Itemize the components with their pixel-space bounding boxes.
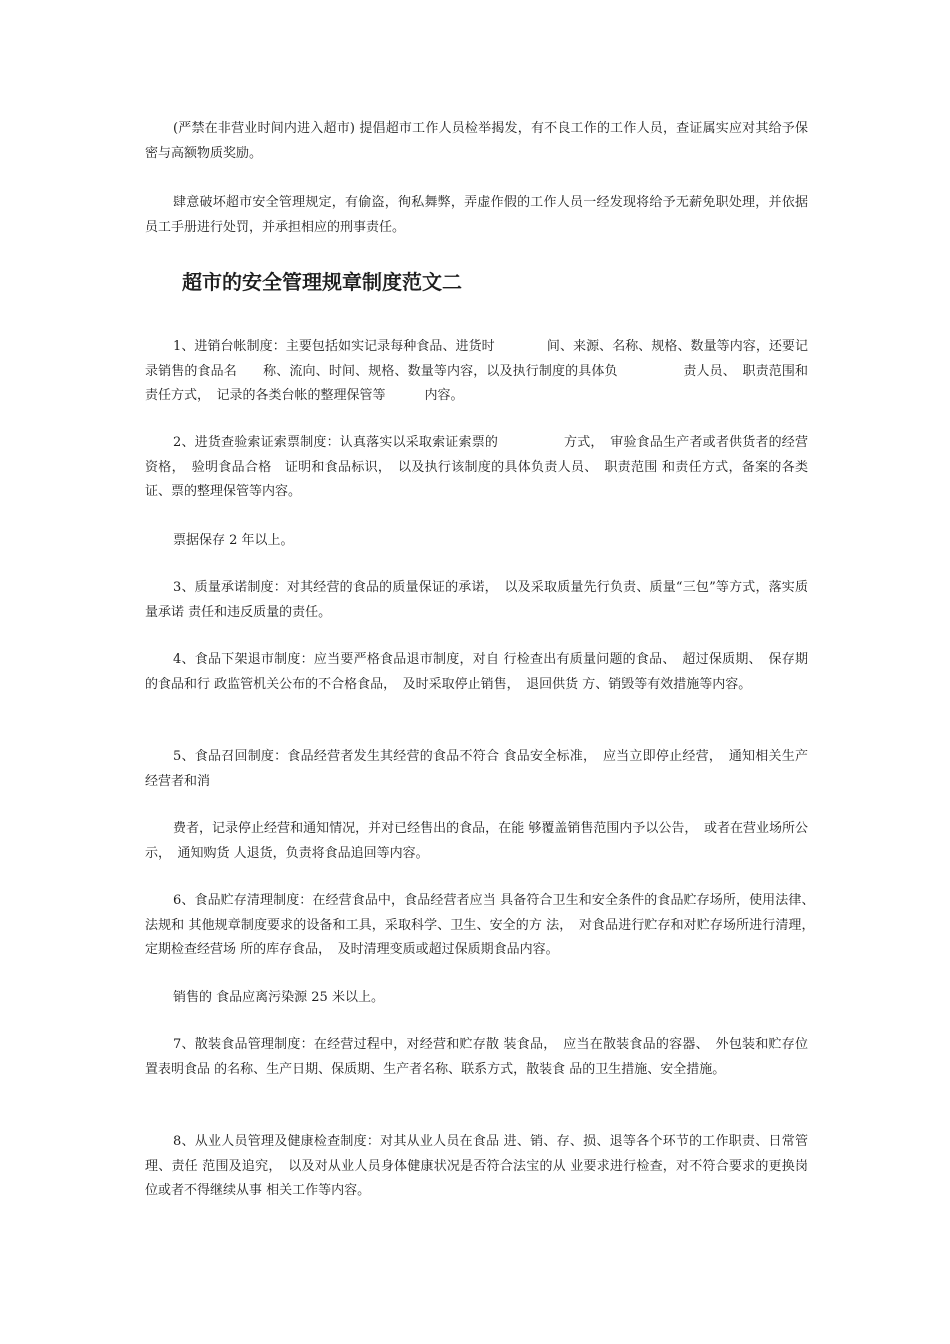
- intro-paragraph-1: (严禁在非营业时间内进入超市) 提倡超市工作人员检举揭发，有不良工作的工作人员，查证属实应对其给予保密与高额物质奖励。: [145, 121, 808, 161]
- item-2-paragraph: 2、进货查验索证索票制度：认真落实以采取索证索票的 方式， 审验食品生产者或者供货者的经营资格， 验明食品合格 证明和食品标识， 以及执行该制度的具体负责人员、 职责范围 和责任方式，备案的各类证、票的整理保管等内容。: [145, 435, 808, 499]
- item-8-paragraph: 8、从业人员管理及健康检查制度：对其从业人员在食品 进、销、存、损、退等各个环节的工作职责、日常管理、责任 范围及追究， 以及对从业人员身体健康状况是否符合法宝的从 业要求进行检查，对不符合要求的更换岗位或者不得继续从事 相关工作等内容。: [145, 1134, 808, 1198]
- item-6-paragraph: 6、食品贮存清理制度：在经营食品中，食品经营者应当 具备符合卫生和安全条件的食品贮存场所，使用法律、 法规和 其他规章制度要求的设备和工具，采取科学、卫生、安全的方 法， 对食品进行贮存和对贮存场所进行清理， 定期检查经营场 所的库存食品， 及时清理变质或超过保质期食品内容。: [145, 893, 822, 957]
- distance-note: 销售的 食品应离污染源 25 米以上。: [173, 990, 384, 1005]
- item-5-continued-paragraph: 费者，记录停止经营和通知情况，并对已经售出的食品，在能 够覆盖销售范围内予以公告， 或者在营业场所公示， 通知购货 人退货，负责将食品追回等内容。: [145, 821, 808, 861]
- item-1-paragraph: 1、进销台帐制度：主要包括如实记录每种食品、进货时 间、来源、名称、规格、数量等内容，还要记录销售的食品名 称、流向、时间、规格、数量等内容，以及执行制度的具体负 责人员、 职责范围和责任方式， 记录的各类台帐的整理保管等 内容。: [145, 339, 808, 403]
- item-5-paragraph: 5、食品召回制度：食品经营者发生其经营的食品不符合 食品安全标准， 应当立即停止经营， 通知相关生产经营者和消: [145, 749, 808, 789]
- section-heading: 超市的安全管理规章制度范文二: [182, 270, 462, 294]
- receipt-retention-note: 票据保存 2 年以上。: [173, 533, 294, 548]
- item-3-paragraph: 3、质量承诺制度：对其经营的食品的质量保证的承诺， 以及采取质量先行负责、质量“三包”等方式，落实质量承诺 责任和违反质量的责任。: [145, 580, 808, 620]
- item-7-paragraph: 7、散装食品管理制度：在经营过程中，对经营和贮存散 装食品， 应当在散装食品的容器、 外包装和贮存位置表明食品 的名称、生产日期、保质期、生产者名称、联系方式，散装食 品的卫生措施、安全措施。: [145, 1037, 808, 1077]
- intro-paragraph-2: 肆意破坏超市安全管理规定，有偷盗，徇私舞弊，弄虚作假的工作人员一经发现将给予无薪免职处理，并依据员工手册进行处罚，并承担相应的刑事责任。: [145, 195, 808, 235]
- item-4-paragraph: 4、食品下架退市制度：应当要严格食品退市制度，对自 行检查出有质量问题的食品、 超过保质期、 保存期的食品和行 政监管机关公布的不合格食品， 及时采取停止销售， 退回供货 方、销毁等有效措施等内容。: [145, 652, 808, 692]
